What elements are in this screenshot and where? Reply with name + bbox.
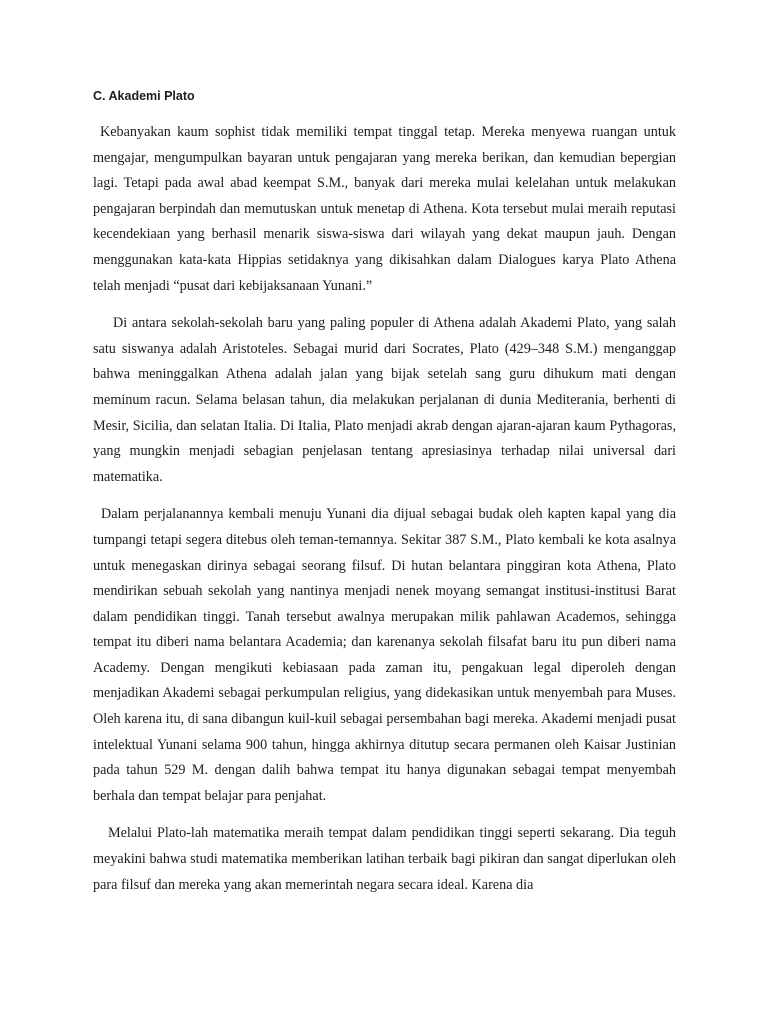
paragraph-3: Dalam perjalanannya kembali menuju Yunani dia dijual sebagai budak oleh kapten kapal yang dia tumpangi tetapi segera ditebus oleh teman-temannya. Sekitar 387 S.M., Plato kembali ke kota asalnya untuk menegaskan dirinya sebagai seorang filsuf. Di hutan belantara pinggiran kota Athena, Plato mendirikan sebuah sekolah yang nantinya menjadi nenek moyang semangat institusi-institusi Barat dalam pendidikan tinggi. Tanah tersebut awalnya merupakan milik pahlawan Academos, sehingga tempat itu diberi nama belantara Academia; dan karenanya sekolah filsafat baru itu pun diberi nama Academy. Dengan mengikuti kebiasaan pada zaman itu, pengakuan legal diperoleh dengan menjadikan Akademi sebagai perkumpulan religius, yang didekasikan untuk menyembah para Muses. Oleh karena itu, di sana dibangun kuil-kuil sebagai persembahan bagi mereka. Akademi menjadi pusat intelektual Yunani selama 900 tahun, hingga akhirnya ditutup secara permanen oleh Kaisar Justinian pada tahun 529 M. dengan dalih bahwa tempat itu hanya digunakan sebagai tempat menyembah berhala dan tempat belajar para penjahat. xyxy=(93,506,676,804)
section-heading: C. Akademi Plato xyxy=(93,89,195,103)
paragraph-1: Kebanyakan kaum sophist tidak memiliki tempat tinggal tetap. Mereka menyewa ruangan untuk mengajar, mengumpulkan bayaran untuk pengajaran yang mereka berikan, dan kemudian bepergian lagi. Tetapi pada awal abad keempat S.M., banyak dari mereka mulai kelelahan untuk melakukan pengajaran berpindah dan memutuskan untuk menetap di Athena. Kota tersebut mulai meraih reputasi kecendekiaan yang berhasil menarik siswa-siswa dari wilayah yang dekat maupun jauh. Dengan menggunakan kata-kata Hippias setidaknya yang dikisahkan dalam Dialogues karya Plato Athena telah menjadi “pusat dari kebijaksanaan Yunani.” xyxy=(93,124,676,294)
paragraph-4: Melalui Plato-lah matematika meraih tempat dalam pendidikan tinggi seperti sekarang. Dia teguh meyakini bahwa studi matematika memberikan latihan terbaik bagi pikiran dan sangat diperlukan oleh para filsuf dan mereka yang akan memerintah negara secara ideal. Karena dia xyxy=(93,825,676,893)
paragraph-2: Di antara sekolah-sekolah baru yang paling populer di Athena adalah Akademi Plato, yang salah satu siswanya adalah Aristoteles. Sebagai murid dari Socrates, Plato (429–348 S.M.) menganggap bahwa meninggalkan Athena adalah jalan yang bijak setelah sang guru dihukum mati dengan meminum racun. Selama belasan tahun, dia melakukan perjalanan di dunia Mediterania, berhenti di Mesir, Sicilia, dan selatan Italia. Di Italia, Plato menjadi akrab dengan ajaran-ajaran kaum Pythagoras, yang mungkin menjadi sebagian penjelasan tentang apresiasinya terhadap nilai universal dari matematika. xyxy=(93,315,676,485)
